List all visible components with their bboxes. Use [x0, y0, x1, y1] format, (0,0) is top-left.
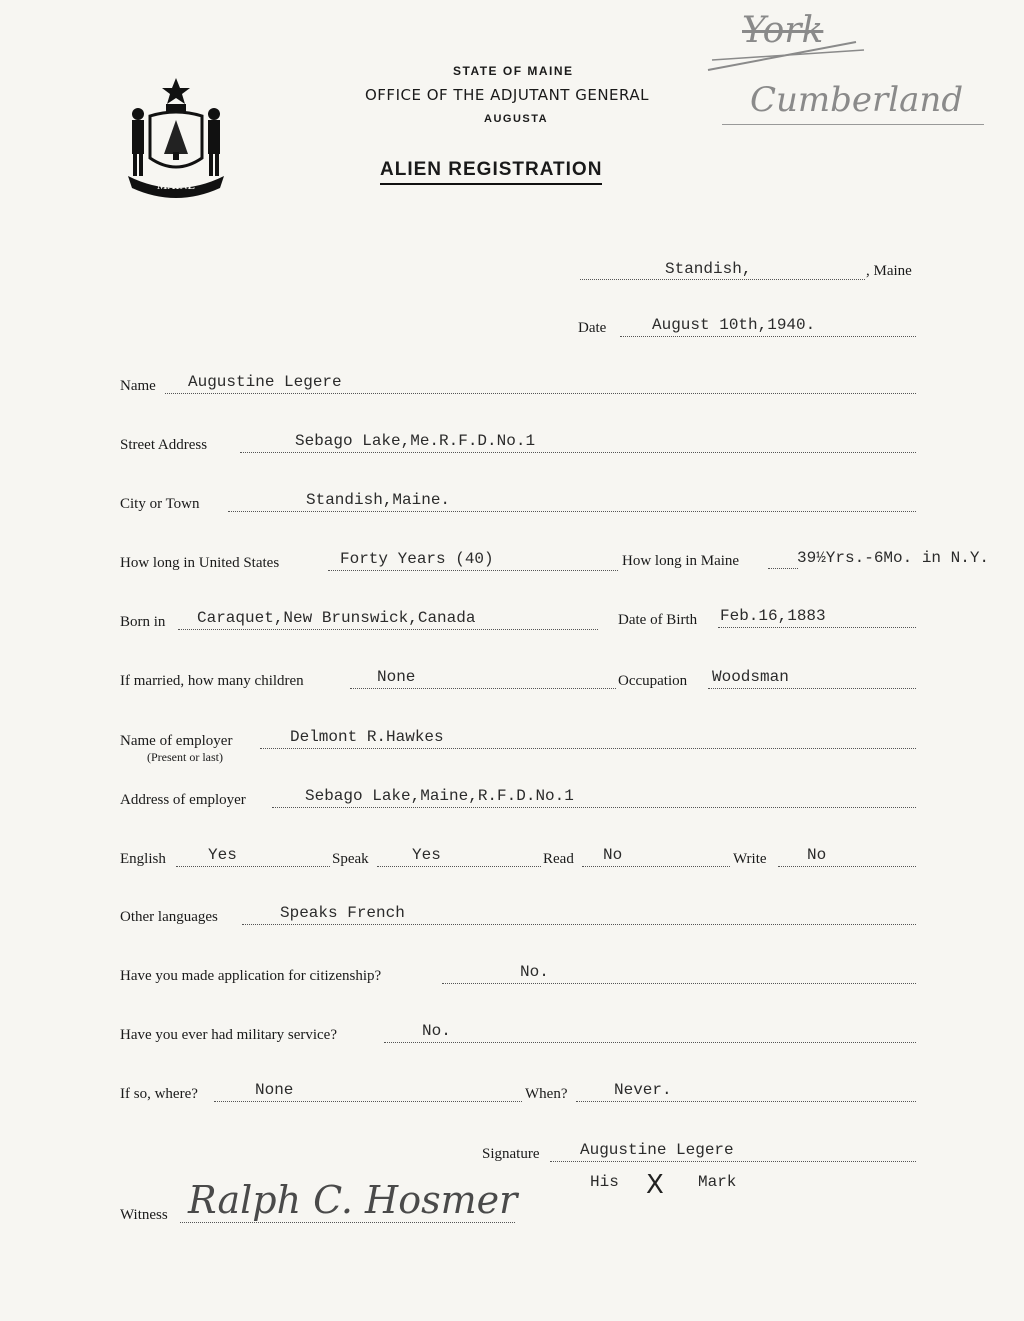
other-languages-label: Other languages	[120, 909, 218, 925]
maine-duration-value: 39½Yrs.-6Mo. in N.Y.	[797, 549, 990, 567]
write-value: No	[807, 846, 827, 864]
occupation-value: Woodsman	[712, 668, 789, 686]
dob-value: Feb.16,1883	[720, 607, 826, 625]
witness-label: Witness	[120, 1207, 168, 1223]
speak-label: Speak	[332, 851, 369, 867]
signature-label: Signature	[482, 1146, 540, 1162]
page-title: ALIEN REGISTRATION	[380, 159, 602, 185]
born-label: Born in	[120, 614, 166, 630]
name-value: Augustine Legere	[188, 373, 342, 391]
us-duration-value: Forty Years (40)	[340, 550, 494, 568]
us-duration-label: How long in United States	[120, 555, 280, 571]
date-label: Date	[578, 320, 607, 336]
signature-mark: Mark	[698, 1173, 737, 1191]
county-note: Cumberland	[750, 80, 964, 120]
occupation-label: Occupation	[618, 673, 688, 689]
place-value: Standish,	[665, 260, 752, 278]
street-label: Street Address	[120, 437, 208, 453]
maine-seal-icon	[122, 74, 230, 202]
english-value: Yes	[208, 846, 237, 864]
children-label: If married, how many children	[120, 673, 304, 689]
write-label: Write	[733, 851, 767, 867]
children-value: None	[377, 668, 416, 686]
when-label: When?	[525, 1086, 568, 1102]
city-value: Standish,Maine.	[306, 491, 451, 509]
city-label: City or Town	[120, 496, 200, 512]
signature-x-mark: X	[646, 1170, 664, 1200]
where-label: If so, where?	[120, 1086, 198, 1102]
employer-sublabel: (Present or last)	[147, 750, 223, 764]
maine-duration-label: How long in Maine	[622, 553, 740, 569]
strike-lines	[706, 38, 866, 78]
read-label: Read	[543, 851, 574, 867]
struck-county-note: York	[742, 10, 824, 51]
citizenship-label: Have you made application for citizenship?	[120, 968, 382, 984]
employer-address-label: Address of employer	[120, 792, 246, 808]
military-label: Have you ever had military service?	[120, 1027, 337, 1043]
employer-address-value: Sebago Lake,Maine,R.F.D.No.1	[305, 787, 574, 805]
military-value: No.	[422, 1022, 451, 1040]
maine-seal	[122, 74, 230, 202]
read-value: No	[603, 846, 623, 864]
employer-value: Delmont R.Hawkes	[290, 728, 444, 746]
english-label: English	[120, 851, 166, 867]
speak-value: Yes	[412, 846, 441, 864]
signature-his: His	[590, 1173, 619, 1191]
place-suffix: , Maine	[866, 263, 912, 279]
witness-signature: Ralph C. Hosmer	[188, 1178, 518, 1222]
city-heading: AUGUSTA	[484, 113, 549, 125]
born-value: Caraquet,New Brunswick,Canada	[197, 609, 476, 627]
signature-value: Augustine Legere	[580, 1141, 734, 1159]
office-heading: OFFICE OF THE ADJUTANT GENERAL	[365, 86, 649, 104]
dob-label: Date of Birth	[618, 612, 698, 628]
date-value: August 10th,1940.	[652, 316, 816, 334]
name-label: Name	[120, 378, 156, 394]
other-languages-value: Speaks French	[280, 904, 405, 922]
street-value: Sebago Lake,Me.R.F.D.No.1	[295, 432, 536, 450]
where-value: None	[255, 1081, 294, 1099]
employer-label: Name of employer	[120, 733, 233, 749]
state-heading: STATE OF MAINE	[453, 64, 574, 78]
when-value: Never.	[614, 1081, 672, 1099]
svg-text:MAINE: MAINE	[157, 180, 195, 192]
citizenship-value: No.	[520, 963, 549, 981]
